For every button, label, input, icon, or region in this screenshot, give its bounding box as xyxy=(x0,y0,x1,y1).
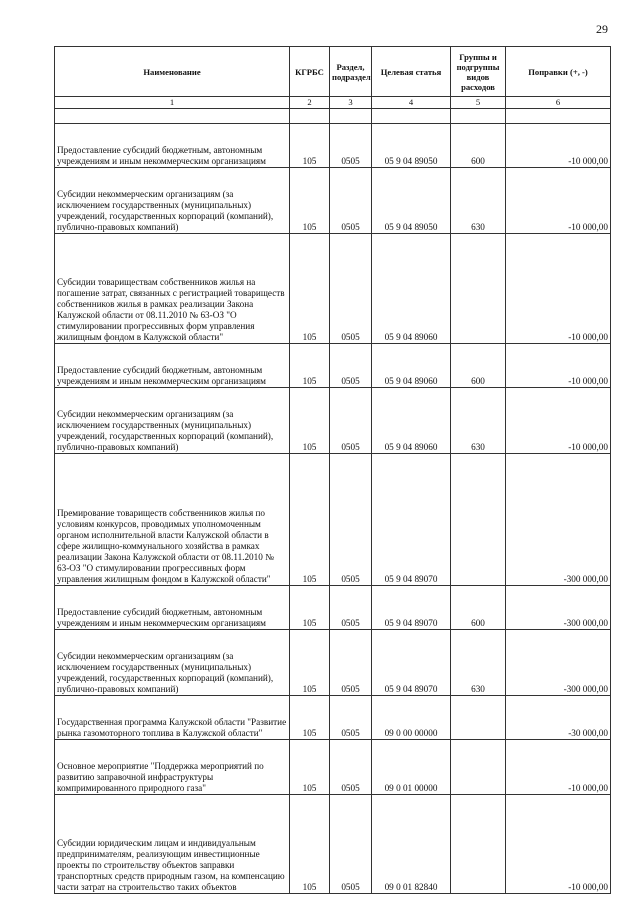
cell-name: Государственная программа Калужской области "Развитие рынка газомоторного топлива в Калужской области" xyxy=(55,696,290,740)
table-header-row xyxy=(55,47,611,97)
column-header-kgrbs: КГРБС xyxy=(290,47,330,97)
column-index-row xyxy=(55,97,611,109)
cell-section: 0505 xyxy=(330,795,372,894)
cell-kgrbs: 105 xyxy=(290,124,330,168)
cell-group xyxy=(451,454,506,586)
table-body xyxy=(55,109,611,894)
cell-amendment: -300 000,00 xyxy=(506,586,611,630)
cell-section: 0505 xyxy=(330,586,372,630)
cell-section: 0505 xyxy=(330,740,372,795)
cell-section: 0505 xyxy=(330,234,372,344)
cell-group: 630 xyxy=(451,168,506,234)
cell-group: 600 xyxy=(451,124,506,168)
table-row xyxy=(55,388,611,454)
cell-amendment: -10 000,00 xyxy=(506,234,611,344)
cell-group xyxy=(451,740,506,795)
cell-group: 630 xyxy=(451,388,506,454)
cell-kgrbs: 105 xyxy=(290,740,330,795)
cell-article: 05 9 04 89050 xyxy=(372,168,451,234)
cell-kgrbs: 105 xyxy=(290,168,330,234)
cell-kgrbs: 105 xyxy=(290,696,330,740)
table-row xyxy=(55,696,611,740)
table-row xyxy=(55,454,611,586)
column-index: 5 xyxy=(451,97,506,109)
cell-group xyxy=(451,234,506,344)
cell-section: 0505 xyxy=(330,630,372,696)
cell-group: 600 xyxy=(451,586,506,630)
cell-amendment: -10 000,00 xyxy=(506,795,611,894)
table-row xyxy=(55,124,611,168)
column-header-amendment: Поправки (+, -) xyxy=(506,47,611,97)
cell-article: 05 9 04 89060 xyxy=(372,234,451,344)
cell-section: 0505 xyxy=(330,388,372,454)
column-index: 4 xyxy=(372,97,451,109)
column-index: 6 xyxy=(506,97,611,109)
cell-amendment: -10 000,00 xyxy=(506,388,611,454)
cell-article: 09 0 00 00000 xyxy=(372,696,451,740)
cell-article: 05 9 04 89070 xyxy=(372,586,451,630)
page-number: 29 xyxy=(596,22,608,36)
table-row xyxy=(55,795,611,894)
cell-amendment: -10 000,00 xyxy=(506,168,611,234)
cell-name: Предоставление субсидий бюджетным, автономным учреждениям и иным некоммерческим организациям xyxy=(55,344,290,388)
cell-kgrbs: 105 xyxy=(290,388,330,454)
cell-kgrbs: 105 xyxy=(290,344,330,388)
cell-section: 0505 xyxy=(330,124,372,168)
cell-article: 05 9 04 89070 xyxy=(372,630,451,696)
cell-group xyxy=(451,795,506,894)
cell-group: 600 xyxy=(451,344,506,388)
column-header-group: Группы и подгруппы видов расходов xyxy=(451,47,506,97)
cell-section: 0505 xyxy=(330,344,372,388)
column-index: 3 xyxy=(330,97,372,109)
table-row xyxy=(55,630,611,696)
column-index: 2 xyxy=(290,97,330,109)
cell-kgrbs: 105 xyxy=(290,454,330,586)
spacer-row xyxy=(55,109,611,124)
cell-kgrbs: 105 xyxy=(290,586,330,630)
cell-article: 09 0 01 00000 xyxy=(372,740,451,795)
table-row xyxy=(55,740,611,795)
cell-name: Субсидии некоммерческим организациям (за исключением государственных (муниципальных) учреждений, государственных корпораций (компаний), публично-правовых компаний) xyxy=(55,388,290,454)
cell-group: 630 xyxy=(451,630,506,696)
cell-group xyxy=(451,696,506,740)
cell-article: 05 9 04 89060 xyxy=(372,388,451,454)
table-row xyxy=(55,344,611,388)
cell-name: Субсидии товариществам собственников жилья на погашение затрат, связанных с регистрацией товариществ собственников жилья в рамках реализации Закона Калужской области от 08.11.2010 № 63-ОЗ "О стимулировании прогрессивных форм управления жилищным фондом в Калужской области" xyxy=(55,234,290,344)
column-header-name: Наименование xyxy=(55,47,290,97)
cell-name: Субсидии юридическим лицам и индивидуальным предпринимателям, реализующим инвестиционные проекты по строительству объектов заправки транспортных средств природным газом, на компенсацию части затрат на строительство таких объектов xyxy=(55,795,290,894)
cell-name: Предоставление субсидий бюджетным, автономным учреждениям и иным некоммерческим организациям xyxy=(55,124,290,168)
cell-amendment: -10 000,00 xyxy=(506,124,611,168)
cell-section: 0505 xyxy=(330,168,372,234)
table-row xyxy=(55,234,611,344)
cell-article: 05 9 04 89060 xyxy=(372,344,451,388)
cell-name: Премирование товариществ собственников жилья по условиям конкурсов, проводимых уполномоченным органом исполнительной власти Калужской области в сфере жилищно-коммунального хозяйства в рамках реализации Закона Калужской области от 08.11.2010 № 63-ОЗ "О стимулировании прогрессивных форм управления жилищным фондом в Калужской области" xyxy=(55,454,290,586)
cell-name: Субсидии некоммерческим организациям (за исключением государственных (муниципальных) учреждений, государственных корпораций (компаний), публично-правовых компаний) xyxy=(55,630,290,696)
cell-amendment: -10 000,00 xyxy=(506,740,611,795)
cell-section: 0505 xyxy=(330,454,372,586)
cell-name: Субсидии некоммерческим организациям (за исключением государственных (муниципальных) учреждений, государственных корпораций (компаний), публично-правовых компаний) xyxy=(55,168,290,234)
cell-article: 09 0 01 82840 xyxy=(372,795,451,894)
cell-kgrbs: 105 xyxy=(290,795,330,894)
cell-name: Основное мероприятие "Поддержка мероприятий по развитию заправочной инфраструктуры компримированного природного газа" xyxy=(55,740,290,795)
cell-amendment: -300 000,00 xyxy=(506,630,611,696)
column-header-article: Целевая статья xyxy=(372,47,451,97)
column-index: 1 xyxy=(55,97,290,109)
column-header-section: Раздел, подраздел xyxy=(330,47,372,97)
cell-name: Предоставление субсидий бюджетным, автономным учреждениям и иным некоммерческим организациям xyxy=(55,586,290,630)
cell-article: 05 9 04 89050 xyxy=(372,124,451,168)
cell-amendment: -30 000,00 xyxy=(506,696,611,740)
cell-kgrbs: 105 xyxy=(290,630,330,696)
table-row xyxy=(55,586,611,630)
cell-amendment: -10 000,00 xyxy=(506,344,611,388)
cell-section: 0505 xyxy=(330,696,372,740)
budget-amendments-table xyxy=(54,46,611,894)
cell-article: 05 9 04 89070 xyxy=(372,454,451,586)
cell-kgrbs: 105 xyxy=(290,234,330,344)
cell-amendment: -300 000,00 xyxy=(506,454,611,586)
table-row xyxy=(55,168,611,234)
